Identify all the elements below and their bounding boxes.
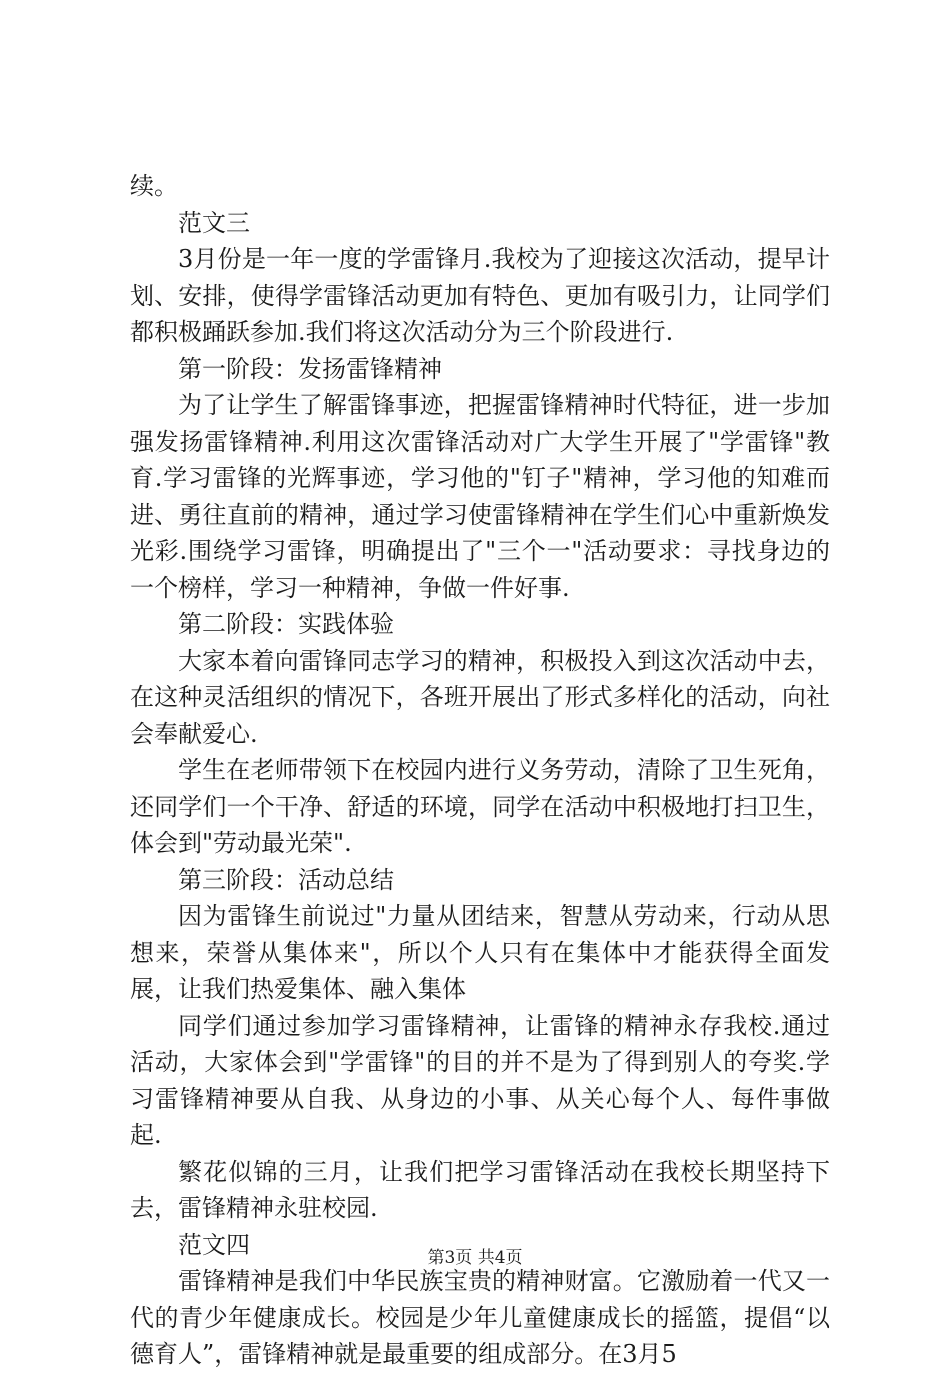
paragraph-fanwen-4: 雷锋精神是我们中华民族宝贵的精神财富。它激励着一代又一代的青少年健康成长。校园是少年儿童健康成长的摇篮，提倡“以德育人”，雷锋精神就是最重要的组成部分。在3月5 [130,1267,830,1368]
paragraph-continuation: 续。 [130,172,178,200]
section-heading-fanwen-3: 范文三 [178,208,250,237]
section-heading-fanwen-4: 范文四 [178,1230,250,1259]
page-number-footer: 第3页 共4页 [427,1248,523,1268]
paragraph-stage-2a: 大家本着向雷锋同志学习的精神，积极投入到这次活动中去，在这种灵活组织的情况下，各班开展出了形式多样化的活动，向社会奉献爱心. [130,646,830,748]
paragraph-stage-2b: 学生在老师带领下在校园内进行义务劳动，清除了卫生死角，还同学们一个干净、舒适的环境，同学在活动中积极地打扫卫生，体会到"劳动最光荣". [130,756,830,857]
stage-heading-2: 第二阶段：实践体验 [178,610,394,638]
paragraph-stage-1: 为了让学生了解雷锋事迹，把握雷锋精神时代特征，进一步加强发扬雷锋精神.利用这次雷锋活动对广大学生开展了"学雷锋"教育.学习雷锋的光辉事迹，学习他的"钉子"精神，学习他的知难而进、勇往直前的精神，通过学习使雷锋精神在学生们心中重新焕发光彩.围绕学习雷锋，明确提出了"三个一"活动要求：寻找身边的一个榜样，学习一种精神，争做一件好事. [130,391,830,602]
stage-heading-3: 第三阶段：活动总结 [178,865,394,894]
document-body [130,168,830,1373]
stage-heading-1: 第一阶段：发扬雷锋精神 [178,354,442,383]
paragraph-stage-3b: 同学们通过参加学习雷锋精神，让雷锋的精神永存我校.通过活动，大家体会到"学雷锋"的目的并不是为了得到别人的夸奖.学习雷锋精神要从自我、从身边的小事、从关心每个人、每件事做起. [130,1011,830,1149]
paragraph-closing: 繁花似锦的三月，让我们把学习雷锋活动在我校长期坚持下去，雷锋精神永驻校园. [130,1157,830,1222]
paragraph-stage-3a: 因为雷锋生前说过"力量从团结来，智慧从劳动来，行动从思想来，荣誉从集体来"，所以个人只有在集体中才能获得全面发展，让我们热爱集体、融入集体 [130,902,830,1003]
paragraph-intro: 3月份是一年一度的学雷锋月.我校为了迎接这次活动，提早计划、安排，使得学雷锋活动更加有特色、更加有吸引力，让同学们都积极踊跃参加.我们将这次活动分为三个阶段进行. [130,245,830,346]
